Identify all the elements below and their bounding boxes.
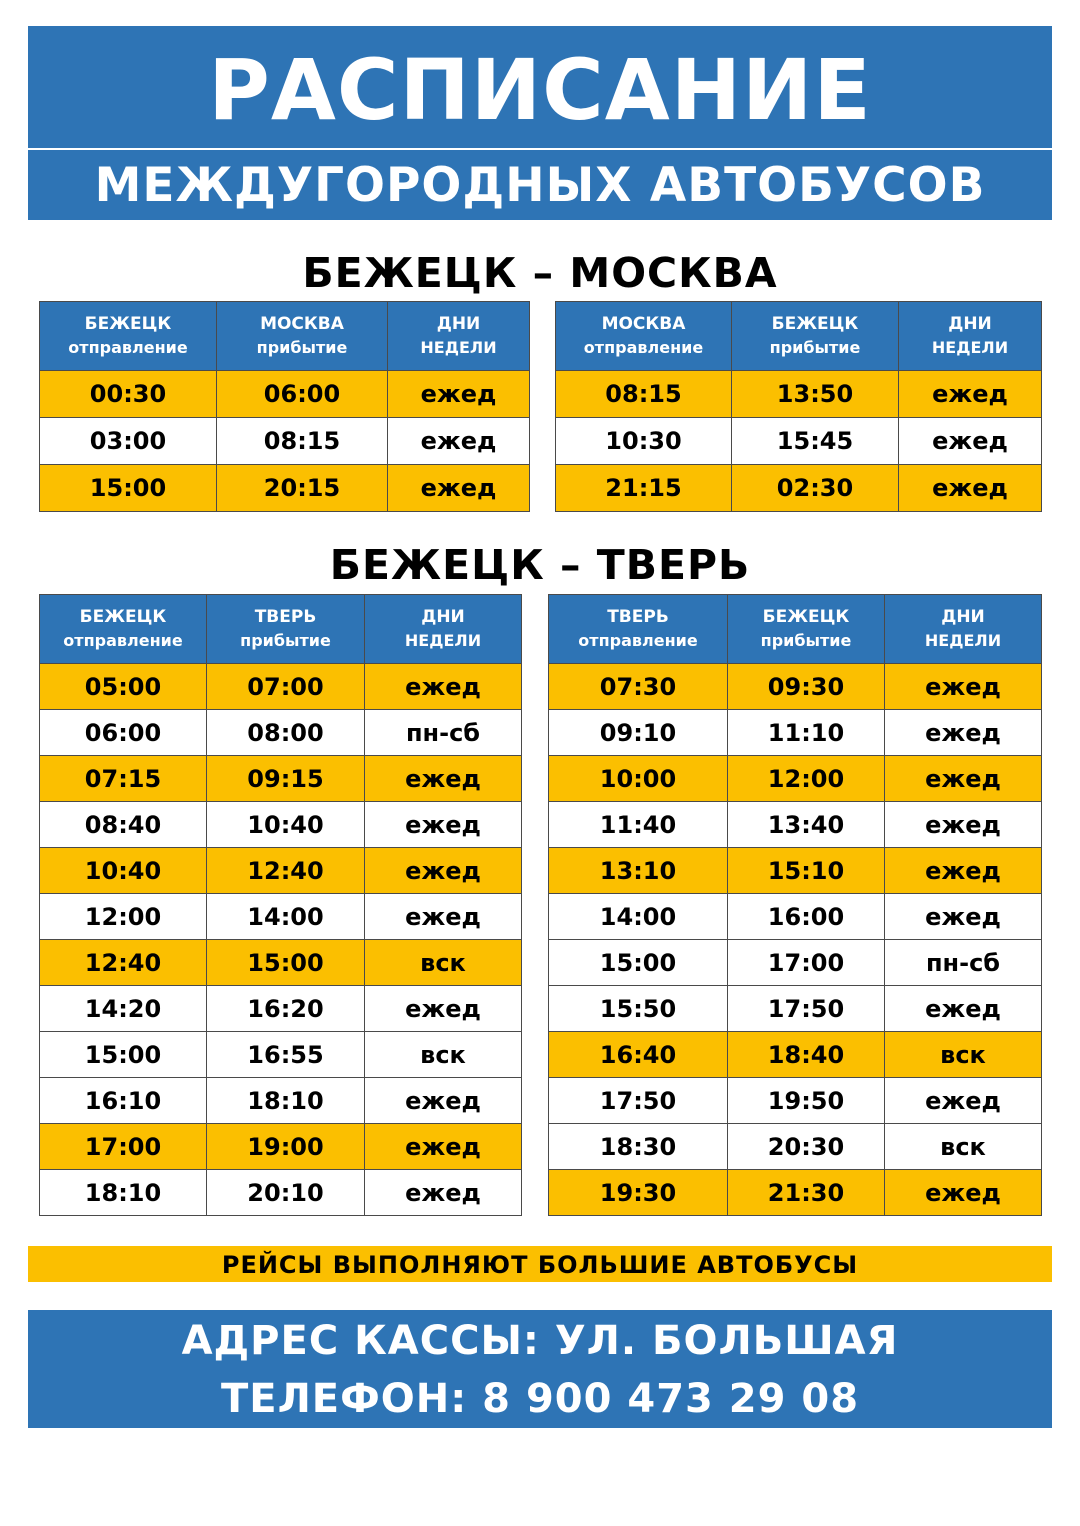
table-row bbox=[40, 986, 522, 1032]
table-row bbox=[40, 371, 530, 418]
days-of-week: ежед bbox=[365, 1078, 522, 1124]
arrival-time: 10:40 bbox=[207, 802, 365, 848]
days-of-week: ежед bbox=[885, 986, 1042, 1032]
column-header-departure: БЕЖЕЦК отправление bbox=[40, 302, 217, 371]
column-header-arrival: МОСКВА прибытие bbox=[217, 302, 388, 371]
table-row bbox=[556, 465, 1042, 512]
table-row bbox=[549, 940, 1042, 986]
arrival-time: 16:00 bbox=[728, 894, 885, 940]
arrival-time: 15:45 bbox=[732, 418, 899, 465]
arrival-time: 06:00 bbox=[217, 371, 388, 418]
table-row bbox=[549, 848, 1042, 894]
arrival-time: 18:10 bbox=[207, 1078, 365, 1124]
arrival-time: 14:00 bbox=[207, 894, 365, 940]
arrival-time: 12:00 bbox=[728, 756, 885, 802]
arrival-time: 16:20 bbox=[207, 986, 365, 1032]
column-header-days: ДНИ НЕДЕЛИ bbox=[388, 302, 530, 371]
departure-time: 12:00 bbox=[40, 894, 207, 940]
table-row bbox=[40, 418, 530, 465]
days-of-week: ежед bbox=[365, 664, 522, 710]
departure-time: 10:30 bbox=[556, 418, 732, 465]
table-row bbox=[549, 1124, 1042, 1170]
schedule-table-bezhetsk-tver bbox=[39, 594, 522, 1216]
table-row bbox=[40, 894, 522, 940]
arrival-time: 07:00 bbox=[207, 664, 365, 710]
arrival-time: 19:00 bbox=[207, 1124, 365, 1170]
departure-time: 12:40 bbox=[40, 940, 207, 986]
departure-time: 17:00 bbox=[40, 1124, 207, 1170]
departure-time: 11:40 bbox=[549, 802, 728, 848]
table-row bbox=[549, 1078, 1042, 1124]
column-header-days: ДНИ НЕДЕЛИ bbox=[885, 595, 1042, 664]
departure-time: 13:10 bbox=[549, 848, 728, 894]
table-row bbox=[556, 371, 1042, 418]
days-of-week: ежед bbox=[885, 1170, 1042, 1216]
days-of-week: ежед bbox=[885, 756, 1042, 802]
column-header-arrival: БЕЖЕЦК прибытие bbox=[728, 595, 885, 664]
days-of-week: ежед bbox=[365, 848, 522, 894]
address-text: АДРЕС КАССЫ: УЛ. БОЛЬШАЯ bbox=[181, 1318, 899, 1364]
departure-time: 08:40 bbox=[40, 802, 207, 848]
departure-time: 10:00 bbox=[549, 756, 728, 802]
days-of-week: ежед bbox=[388, 371, 530, 418]
arrival-time: 13:50 bbox=[732, 371, 899, 418]
table-row bbox=[549, 986, 1042, 1032]
days-of-week: ежед bbox=[899, 465, 1042, 512]
days-of-week: ежед bbox=[885, 802, 1042, 848]
days-of-week: ежед bbox=[899, 371, 1042, 418]
days-of-week: ежед bbox=[899, 418, 1042, 465]
table-row bbox=[40, 1032, 522, 1078]
contact-banner bbox=[28, 1310, 1052, 1428]
column-header-days: ДНИ НЕДЕЛИ bbox=[899, 302, 1042, 371]
table-row bbox=[40, 1124, 522, 1170]
route-title-moscow: БЕЖЕЦК – МОСКВА bbox=[302, 249, 778, 297]
departure-time: 07:15 bbox=[40, 756, 207, 802]
departure-time: 15:00 bbox=[40, 1032, 207, 1078]
days-of-week: ежед bbox=[885, 710, 1042, 756]
days-of-week: ежед bbox=[365, 1124, 522, 1170]
table-row bbox=[549, 894, 1042, 940]
table-row bbox=[40, 1170, 522, 1216]
arrival-time: 20:15 bbox=[217, 465, 388, 512]
arrival-time: 12:40 bbox=[207, 848, 365, 894]
column-header-arrival: ТВЕРЬ прибытие bbox=[207, 595, 365, 664]
departure-time: 07:30 bbox=[549, 664, 728, 710]
departure-time: 17:50 bbox=[549, 1078, 728, 1124]
arrival-time: 16:55 bbox=[207, 1032, 365, 1078]
days-of-week: ежед bbox=[365, 894, 522, 940]
arrival-time: 09:15 bbox=[207, 756, 365, 802]
schedule-table-tver-bezhetsk bbox=[548, 594, 1042, 1216]
departure-time: 15:00 bbox=[40, 465, 217, 512]
arrival-time: 13:40 bbox=[728, 802, 885, 848]
days-of-week: ежед bbox=[365, 1170, 522, 1216]
table-row bbox=[549, 1170, 1042, 1216]
column-header-departure: БЕЖЕЦК отправление bbox=[40, 595, 207, 664]
arrival-time: 11:10 bbox=[728, 710, 885, 756]
table-row bbox=[40, 756, 522, 802]
departure-time: 18:30 bbox=[549, 1124, 728, 1170]
table-header-row bbox=[40, 595, 522, 664]
table-row bbox=[40, 664, 522, 710]
departure-time: 16:10 bbox=[40, 1078, 207, 1124]
days-of-week: ежед bbox=[388, 465, 530, 512]
arrival-time: 21:30 bbox=[728, 1170, 885, 1216]
departure-time: 00:30 bbox=[40, 371, 217, 418]
days-of-week: пн-сб bbox=[885, 940, 1042, 986]
schedule-table-bezhetsk-moscow bbox=[39, 301, 530, 512]
page-subtitle: МЕЖДУГОРОДНЫХ АВТОБУСОВ bbox=[28, 150, 1052, 220]
table-row bbox=[40, 465, 530, 512]
departure-time: 21:15 bbox=[556, 465, 732, 512]
table-row bbox=[40, 802, 522, 848]
column-header-days: ДНИ НЕДЕЛИ bbox=[365, 595, 522, 664]
table-row bbox=[556, 418, 1042, 465]
column-header-arrival: БЕЖЕЦК прибытие bbox=[732, 302, 899, 371]
departure-time: 15:00 bbox=[549, 940, 728, 986]
departure-time: 05:00 bbox=[40, 664, 207, 710]
notice-banner: РЕЙСЫ ВЫПОЛНЯЮТ БОЛЬШИЕ АВТОБУСЫ bbox=[28, 1246, 1052, 1282]
page-title: РАСПИСАНИЕ bbox=[28, 26, 1052, 148]
arrival-time: 19:50 bbox=[728, 1078, 885, 1124]
days-of-week: вск bbox=[365, 940, 522, 986]
departure-time: 03:00 bbox=[40, 418, 217, 465]
days-of-week: ежед bbox=[885, 1078, 1042, 1124]
arrival-time: 18:40 bbox=[728, 1032, 885, 1078]
departure-time: 16:40 bbox=[549, 1032, 728, 1078]
table-row bbox=[40, 710, 522, 756]
arrival-time: 20:30 bbox=[728, 1124, 885, 1170]
phone-text: ТЕЛЕФОН: 8 900 473 29 08 bbox=[220, 1376, 860, 1422]
departure-time: 06:00 bbox=[40, 710, 207, 756]
table-header-row bbox=[549, 595, 1042, 664]
departure-time: 14:00 bbox=[549, 894, 728, 940]
days-of-week: пн-сб bbox=[365, 710, 522, 756]
days-of-week: ежед bbox=[885, 664, 1042, 710]
arrival-time: 09:30 bbox=[728, 664, 885, 710]
column-header-departure: МОСКВА отправление bbox=[556, 302, 732, 371]
days-of-week: ежед bbox=[365, 756, 522, 802]
table-row bbox=[549, 1032, 1042, 1078]
table-row bbox=[40, 848, 522, 894]
departure-time: 18:10 bbox=[40, 1170, 207, 1216]
arrival-time: 15:00 bbox=[207, 940, 365, 986]
days-of-week: вск bbox=[365, 1032, 522, 1078]
departure-time: 14:20 bbox=[40, 986, 207, 1032]
departure-time: 09:10 bbox=[549, 710, 728, 756]
departure-time: 10:40 bbox=[40, 848, 207, 894]
days-of-week: вск bbox=[885, 1032, 1042, 1078]
departure-time: 08:15 bbox=[556, 371, 732, 418]
departure-time: 15:50 bbox=[549, 986, 728, 1032]
days-of-week: ежед bbox=[885, 894, 1042, 940]
table-row bbox=[40, 1078, 522, 1124]
schedule-table-moscow-bezhetsk bbox=[555, 301, 1042, 512]
table-row bbox=[40, 940, 522, 986]
table-header-row bbox=[40, 302, 530, 371]
route-title-tver: БЕЖЕЦК – ТВЕРЬ bbox=[329, 541, 751, 589]
days-of-week: ежед bbox=[365, 802, 522, 848]
arrival-time: 02:30 bbox=[732, 465, 899, 512]
column-header-departure: ТВЕРЬ отправление bbox=[549, 595, 728, 664]
arrival-time: 20:10 bbox=[207, 1170, 365, 1216]
arrival-time: 15:10 bbox=[728, 848, 885, 894]
table-row bbox=[549, 756, 1042, 802]
days-of-week: ежед bbox=[885, 848, 1042, 894]
table-row bbox=[549, 664, 1042, 710]
arrival-time: 17:50 bbox=[728, 986, 885, 1032]
days-of-week: вск bbox=[885, 1124, 1042, 1170]
arrival-time: 08:00 bbox=[207, 710, 365, 756]
table-row bbox=[549, 802, 1042, 848]
arrival-time: 08:15 bbox=[217, 418, 388, 465]
days-of-week: ежед bbox=[365, 986, 522, 1032]
departure-time: 19:30 bbox=[549, 1170, 728, 1216]
table-row bbox=[549, 710, 1042, 756]
table-header-row bbox=[556, 302, 1042, 371]
arrival-time: 17:00 bbox=[728, 940, 885, 986]
days-of-week: ежед bbox=[388, 418, 530, 465]
